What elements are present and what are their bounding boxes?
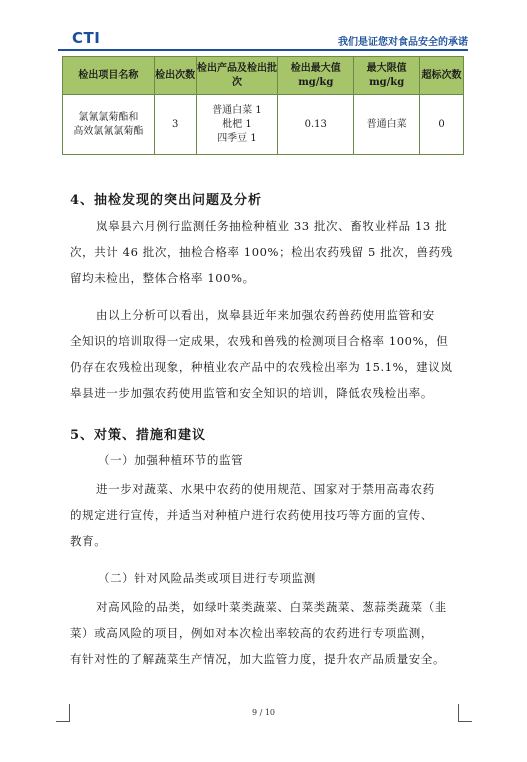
header-slogan: 我们是证您对食品安全的承诺 (338, 37, 468, 48)
col-header-limit: 最大限值 mg/kg (354, 57, 420, 95)
col-header-count: 检出次数 (154, 57, 196, 95)
col-header-max: 检出最大值 mg/kg (278, 57, 354, 95)
col-header-item: 检出项目名称 (63, 57, 155, 95)
section-4-title: 4、抽检发现的突出问题及分析 (70, 193, 263, 208)
section-5-paragraph-1: 进一步对蔬菜、水果中农药的使用规范、国家对于禁用高毒农药 的规定进行宣传，并适当对种植户进行农药使用技巧等方面的宣传、 教育。 (70, 482, 435, 548)
cell-products: 普通白菜 1 枇杷 1 四季豆 1 (196, 95, 278, 155)
cti-logo: CTI (72, 29, 101, 47)
col-header-products: 检出产品及检出批次 (196, 57, 278, 95)
header-divider (58, 49, 468, 51)
page-header (58, 26, 468, 48)
table-row (63, 95, 464, 155)
detection-table (62, 56, 464, 155)
cell-max-value: 0.13 (278, 95, 354, 155)
cell-count: 3 (154, 95, 196, 155)
table-header-row (63, 57, 464, 95)
section-4-paragraph-1: 岚皋县六月例行监测任务抽检种植业 33 批次、畜牧业样品 13 批 次，共计 46 批次，抽检合格率 100%；检出农药残留 5 批次，兽药残 留均未检出，整体合格率 100%。 (70, 219, 453, 285)
cell-item-name: 氯氰氯菊酯和 高效氯氰氯菊酯 (63, 95, 155, 155)
section-5-paragraph-2: 对高风险的品类，如绿叶菜类蔬菜、白菜类蔬菜、葱蒜类蔬菜（韭 菜）或高风险的项目，例如对本次检出率较高的农药进行专项监测， 有针对性的了解蔬菜生产情况，加大监管力度，提升农产品质量安全。 (70, 600, 447, 666)
page-number: 9 / 10 (251, 708, 276, 717)
cell-limit: 普通白菜 (354, 95, 420, 155)
subsection-2-title: （二）针对风险品类或项目进行专项监测 (98, 571, 316, 585)
section-5-title: 5、对策、措施和建议 (70, 428, 207, 443)
cell-exceed: 0 (420, 95, 464, 155)
col-header-exceed: 超标次数 (420, 57, 464, 95)
subsection-1-title: （一）加强种植环节的监管 (98, 453, 244, 467)
section-4-paragraph-2: 由以上分析可以看出，岚皋县近年来加强农药兽药使用监管和安 全知识的培训取得一定成果，农残和兽残的检测项目合格率 100%，但 仍存在农残检出现象，种植业农产品中的农残检出率为 15.1%，建议岚 皋县进一步加强农药使用监管和安全知识的培训，降低农残检出率。 (70, 308, 453, 400)
